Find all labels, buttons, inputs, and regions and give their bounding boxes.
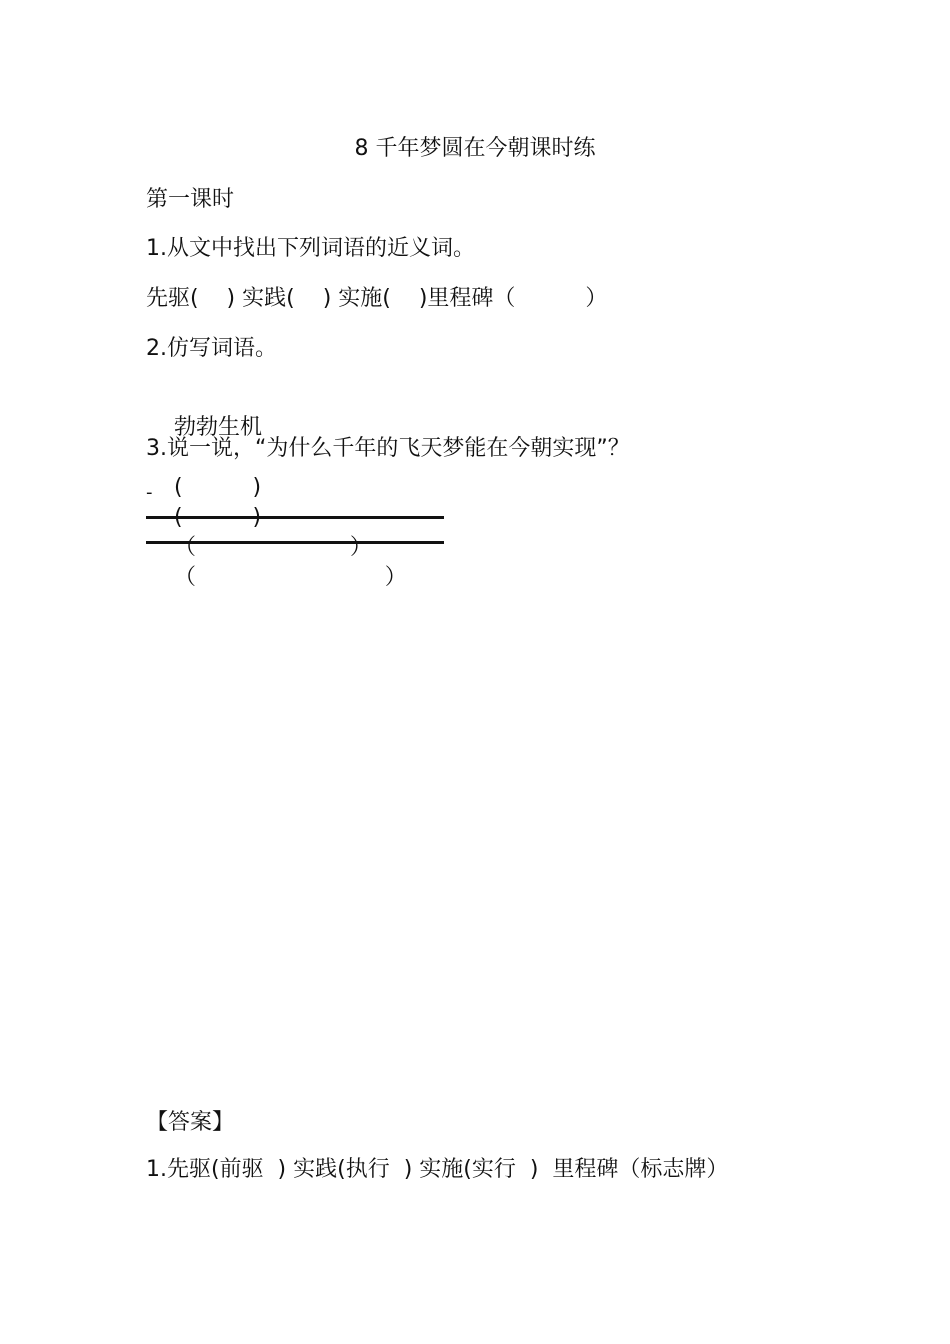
- answer-line-2[interactable]: [146, 541, 444, 544]
- question-2-example-word: 勃勃生机: [173, 415, 262, 440]
- answer-line-1[interactable]: [146, 516, 444, 519]
- question-3-prompt: 3.说一说，“为什么千年的飞天梦能在今朝实现”？: [146, 436, 630, 461]
- answers-heading: 【答案】: [146, 1110, 235, 1135]
- question-1-prompt: 1.从文中找出下列词语的近义词。: [146, 236, 475, 261]
- page-title: 8 千年梦圆在今朝课时练: [354, 136, 596, 161]
- lesson-label: 第一课时: [146, 187, 235, 212]
- question-2-blank-4[interactable]: （ ）: [173, 565, 407, 590]
- question-2-blank-3[interactable]: （ ）: [173, 535, 372, 560]
- answer-1: 1.先驱(前驱 ) 实践(执行 ) 实施(实行 ) 里程碑（标志牌）: [146, 1157, 729, 1182]
- question-2-blank-1[interactable]: ( ): [173, 475, 262, 500]
- answer-dash-mark: -: [146, 482, 153, 503]
- question-2-prompt: 2.仿写词语。: [146, 336, 277, 361]
- question-2-row: [146, 383, 407, 623]
- question-1-blanks: 先驱( ) 实践( ) 实施( )里程碑（ ）: [146, 286, 608, 311]
- question-2-blank-2[interactable]: ( ): [173, 505, 262, 530]
